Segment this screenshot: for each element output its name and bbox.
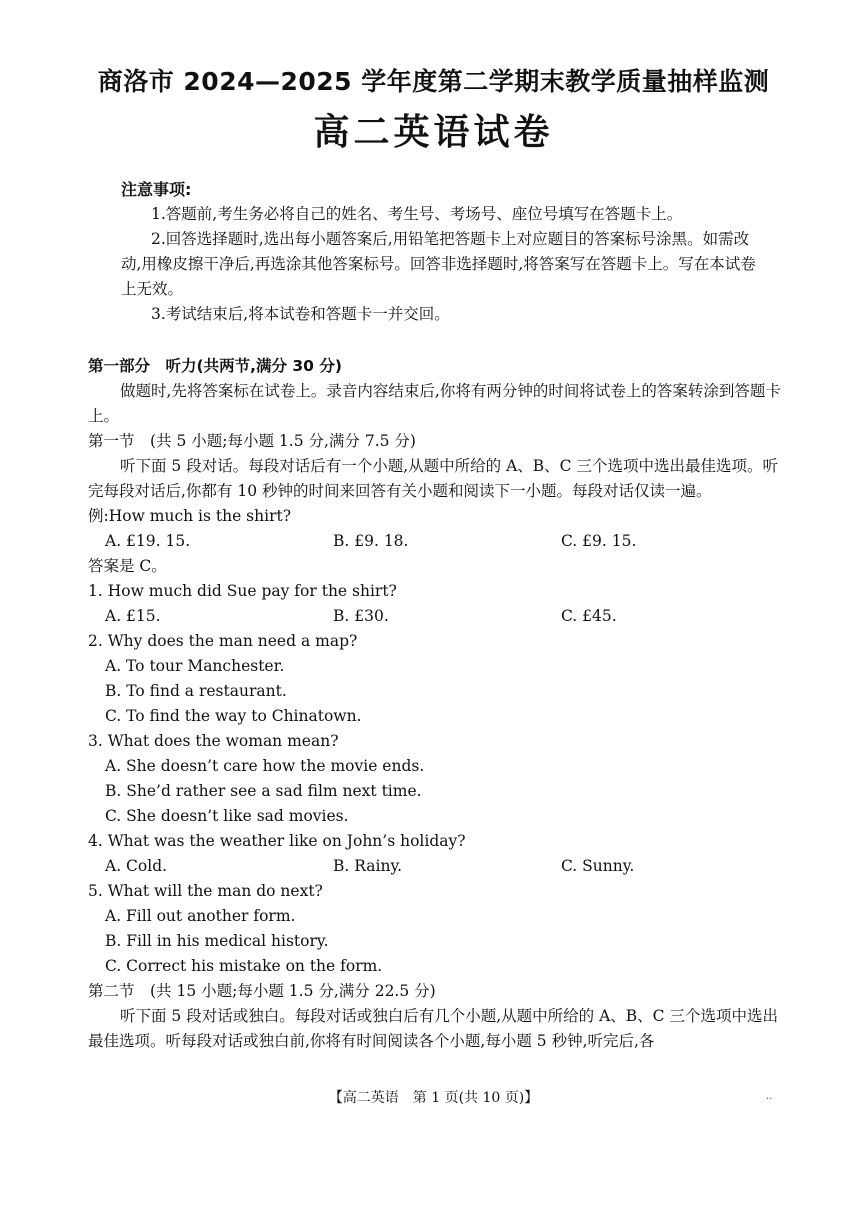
question-2: 2. Why does the man need a map? xyxy=(88,632,358,650)
example-options xyxy=(88,529,788,554)
q2-option-b: B. To find a restaurant. xyxy=(105,682,287,700)
example-option-a: A. £19. 15. xyxy=(105,532,191,550)
q3-option-a: A. She doesn’t care how the movie ends. xyxy=(105,757,425,775)
section1-heading: 第一节 (共 5 小题;每小题 1.5 分,满分 7.5 分) xyxy=(88,432,416,450)
question-5: 5. What will the man do next? xyxy=(88,882,323,900)
question-4-options xyxy=(88,854,788,879)
q5-option-b: B. Fill in his medical history. xyxy=(105,932,329,950)
q1-option-c: C. £45. xyxy=(561,607,617,625)
example-option-b: B. £9. 18. xyxy=(333,532,409,550)
q2-option-a: A. To tour Manchester. xyxy=(105,657,285,675)
notice-item-3: 3.考试结束后,将本试卷和答题卡一并交回。 xyxy=(151,305,450,323)
part1-heading: 第一部分 听力(共两节,满分 30 分) xyxy=(88,357,342,375)
q1-option-b: B. £30. xyxy=(333,607,389,625)
listening-part xyxy=(88,354,788,1054)
page-footer: 【高二英语 第 1 页(共 10 页)】 xyxy=(328,1090,539,1106)
notice-item-2: 2.回答选择题时,选出每小题答案后,用铅笔把答题卡上对应题目的答案标号涂黑。如需改动,用橡皮擦干净后,再选涂其他答案标号。回答非选择题时,将答案写在答题卡上。写在本试卷上无效。 xyxy=(121,230,756,298)
q1-option-a: A. £15. xyxy=(105,607,161,625)
question-1: 1. How much did Sue pay for the shirt? xyxy=(88,582,397,600)
q3-option-b: B. She’d rather see a sad film next time. xyxy=(105,782,422,800)
part1-intro: 做题时,先将答案标在试卷上。录音内容结束后,你将有两分钟的时间将试卷上的答案转涂到答题卡上。 xyxy=(88,382,781,425)
example-answer: 答案是 C。 xyxy=(88,557,167,575)
q5-option-c: C. Correct his mistake on the form. xyxy=(105,957,383,975)
q3-option-c: C. She doesn’t like sad movies. xyxy=(105,807,349,825)
q5-option-a: A. Fill out another form. xyxy=(105,907,296,925)
example-question: 例:How much is the shirt? xyxy=(88,507,292,525)
exam-header-title: 商洛市 2024—2025 学年度第二学期末教学质量抽样监测 xyxy=(97,67,770,96)
notice-section xyxy=(121,177,761,327)
notice-heading: 注意事项: xyxy=(121,180,192,199)
section1-intro: 听下面 5 段对话。每段对话后有一个小题,从题中所给的 A、B、C 三个选项中选出最佳选项。听完每段对话后,你都有 10 秒钟的时间来回答有关小题和阅读下一小题。每段对话仅读一遍。 xyxy=(88,457,778,500)
q4-option-c: C. Sunny. xyxy=(561,857,635,875)
exam-subject-title: 高二英语试卷 xyxy=(313,112,554,153)
notice-item-1: 1.答题前,考生务必将自己的姓名、考生号、考场号、座位号填写在答题卡上。 xyxy=(151,205,683,223)
question-4: 4. What was the weather like on John’s holiday? xyxy=(88,832,466,850)
question-1-options xyxy=(88,604,788,629)
example-option-c: C. £9. 15. xyxy=(561,532,637,550)
section2-intro: 听下面 5 段对话或独白。每段对话或独白后有几个小题,从题中所给的 A、B、C 三个选项中选出最佳选项。听每段对话或独白前,你将有时间阅读各个小题,每小题 5 秒钟,听完后,各 xyxy=(88,1007,778,1050)
section2-heading: 第二节 (共 15 小题;每小题 1.5 分,满分 22.5 分) xyxy=(88,982,436,1000)
q4-option-b: B. Rainy. xyxy=(333,857,403,875)
q2-option-c: C. To find the way to Chinatown. xyxy=(105,707,362,725)
q4-option-a: A. Cold. xyxy=(105,857,168,875)
question-3: 3. What does the woman mean? xyxy=(88,732,339,750)
footer-corner-mark: ·· xyxy=(766,1094,773,1105)
